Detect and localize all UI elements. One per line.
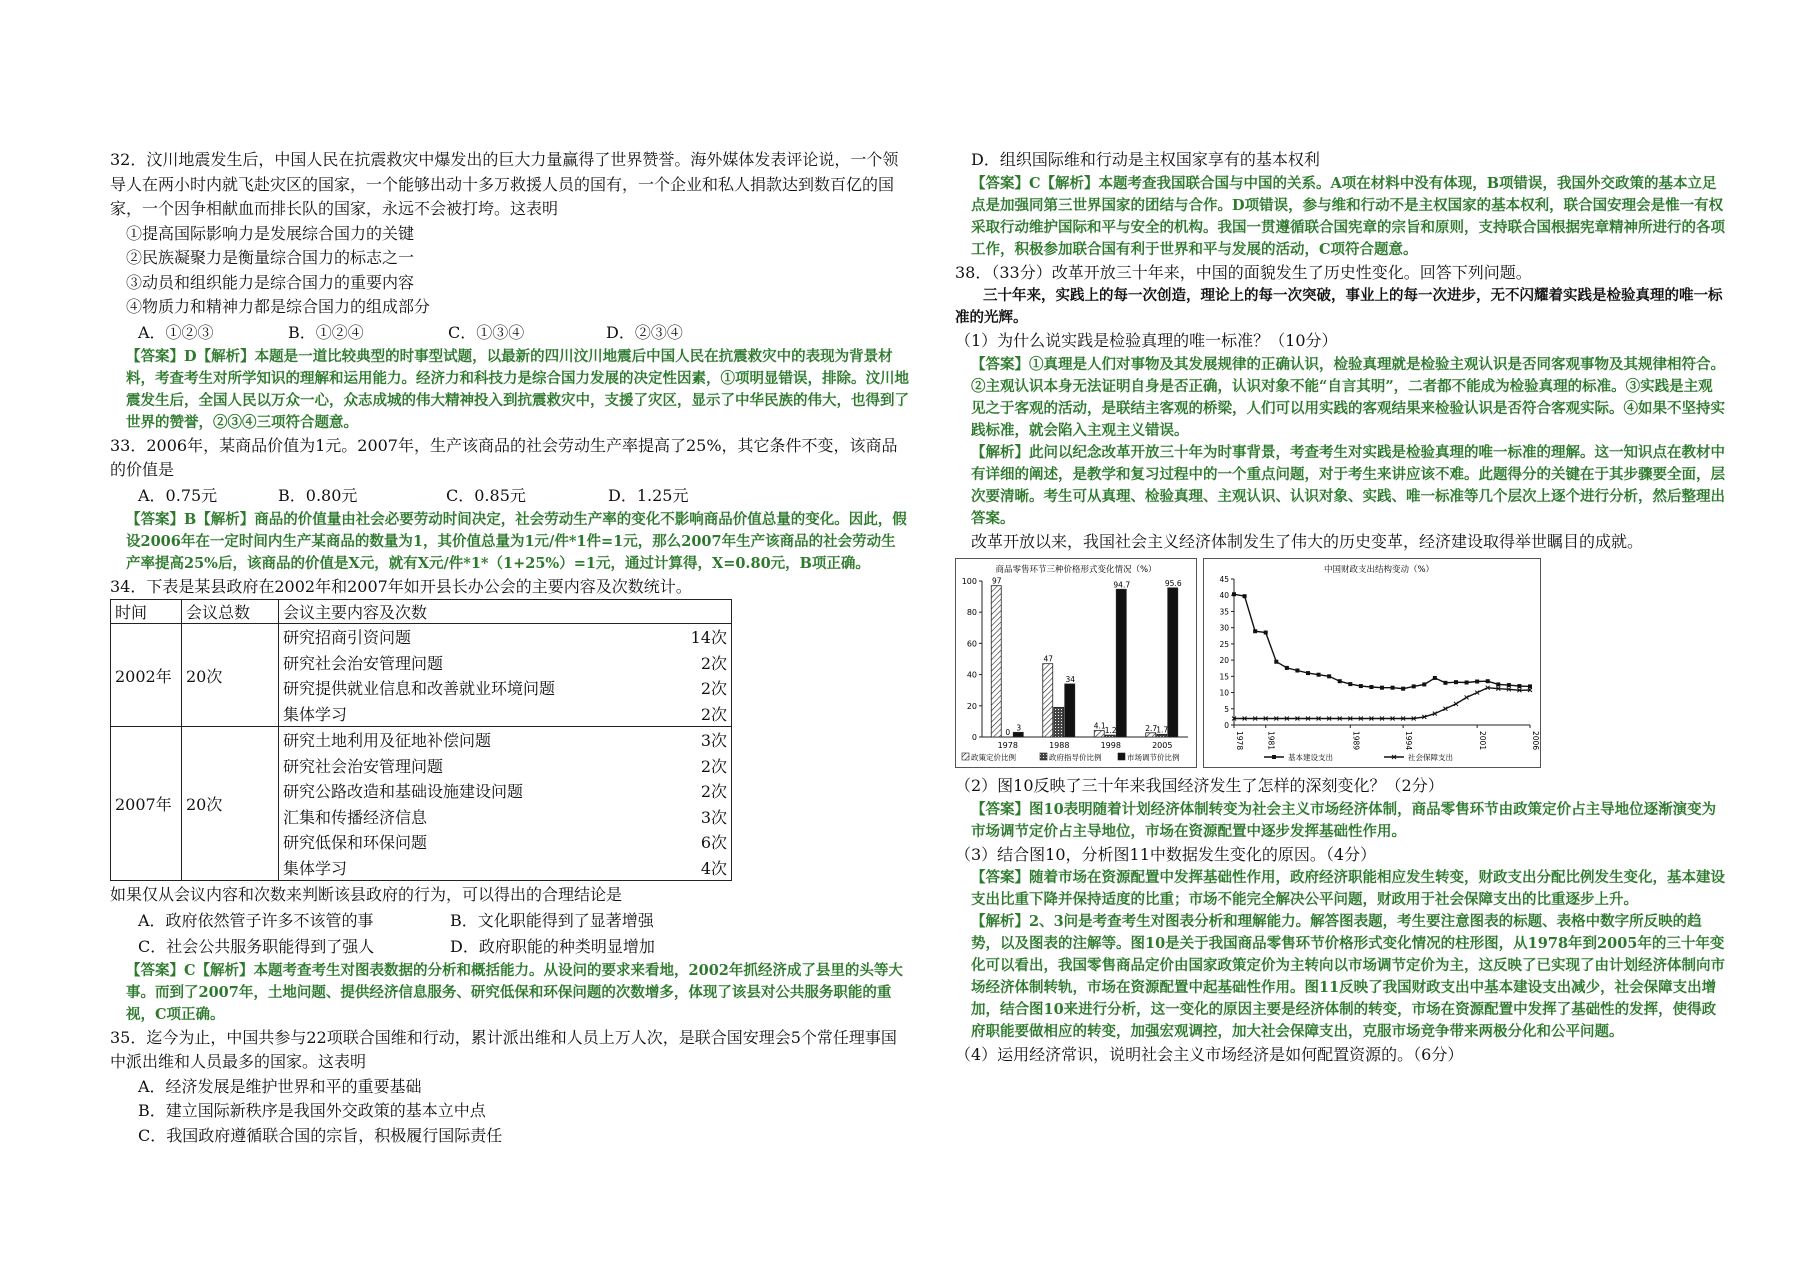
table-count: 6次 <box>700 833 727 853</box>
data-label: 3 <box>1016 723 1022 733</box>
q38-lead: 改革开放以来，我国社会主义经济体制发生了伟大的历史变革，经济建设取得举世瞩目的成就。 <box>971 531 1644 551</box>
x-tick-label: 2006 <box>1531 731 1540 751</box>
q32-option-c: C．①③④ <box>448 322 525 342</box>
q35-option-c: C．我国政府遵循联合国的宗旨，积极履行国际责任 <box>138 1125 503 1145</box>
bar-1988-2 <box>1054 707 1064 737</box>
chart-title: 中国财政支出结构变动（%） <box>1323 565 1435 575</box>
q32-item-4: ④物质力和精神力都是综合国力的组成部分 <box>126 297 431 316</box>
table-header: 时间 <box>111 600 182 624</box>
series-1-point <box>1359 684 1363 688</box>
data-label: 2.7 <box>1145 723 1158 733</box>
q34-stem: 34．下表是某县政府在2002年和2007年如开县长办公会的主要内容及次数统计。 <box>110 576 692 596</box>
table-count: 2次 <box>700 704 727 724</box>
y-tick-label: 45 <box>1219 575 1229 584</box>
y-tick-label: 35 <box>1219 607 1229 617</box>
series-line-1 <box>1234 594 1530 689</box>
q32-option-a: A．①②③ <box>138 322 214 342</box>
q34-option-b: B．文化职能得到了显著增强 <box>450 910 654 930</box>
data-label: 0 <box>1005 728 1011 737</box>
q34-answer: 【答案】C【解析】本题考查考生对图表数据的分析和概括能力。从设问的要求来看地，2002年抓经济成了县里的头等大事。而到了2007年，土地问题、提供经济信息服务、研究低保和环保问题的次数增多，体现了该县对公共服务职能的重视，C项正确。 <box>126 961 903 1023</box>
bar-1988-1 <box>1043 664 1053 737</box>
q38-quote: 三十年来，实践上的每一次创造，理论上的每一次突破，事业上的每一次进步，无不闪耀着实践是检验真理的唯一标准的光辉。 <box>955 287 1723 326</box>
series-1-point <box>1443 681 1447 685</box>
bar-1978-3 <box>1013 732 1023 737</box>
q32-answer: 【答案】D【解析】本题是一道比较典型的时事型试题，以最新的四川汶川地震后中国人民在抗震救灾中的表现为背景材料，考查考生对所学知识的理解和运用能力。经济力和科技力是综合国力发展的决定性因素，①项明显错误，排除。汶川地震发生后，全国人民以万众一心，众志成城的伟大精神投入到抗震救灾中，支援了灾区，显示了中华民族的伟大，也得到了世界的赞誉，②③④三项符合题意。 <box>126 347 909 431</box>
table-count: 3次 <box>700 731 727 751</box>
legend-label: 基本建设支出 <box>1288 753 1333 762</box>
series-1-point <box>1327 674 1331 678</box>
q38-analysis3: 【解析】2、3问是考查考生对图表分析和理解能力。解答图表题，考生要注意图表的标题、表格中数字所反映的趋势，以及图表的注解等。图10是关于我国商品零售环节价格形式变化情况的柱形图，从1978年到2005年的三十年变化可以看出，我国零售商品定价由国家政策定价为主转向以市场调节定价为主，这反映了已实现了由计划经济体制向市场经济体制转轨，市场在资源配置中起基础性作用。图11反映了我国财政支出中基本建设支出减少，社会保障支出增加，结合图10来进行分析，这一变化的原因主要是经济体制的转变，市场在资源配置中发挥了基础性的发挥，使得政府职能要做相应的转变，加强宏观调控，加大社会保障支出，克服市场竞争带来两极分化和公平问题。 <box>971 913 1725 1040</box>
series-1-point <box>1507 683 1511 687</box>
series-1-point <box>1338 679 1342 683</box>
table-topic: 研究社会治安管理问题 <box>283 756 444 776</box>
y-tick-label: 10 <box>1219 688 1229 698</box>
series-1-point <box>1295 668 1299 672</box>
table-count: 3次 <box>700 807 727 827</box>
q32-option-b: B．①②④ <box>288 322 364 342</box>
table-topic: 研究社会治安管理问题 <box>283 653 444 673</box>
table-total: 20次 <box>182 624 279 727</box>
series-1-point <box>1454 680 1458 684</box>
table-year: 2002年 <box>111 624 182 727</box>
y-tick-label: 0 <box>971 733 977 742</box>
table-topic: 研究提供就业信息和改善就业环境问题 <box>283 679 556 699</box>
table-count: 2次 <box>700 679 727 699</box>
y-tick-label: 25 <box>1219 639 1229 649</box>
table-topic: 研究招商引资问题 <box>283 628 412 648</box>
series-1-point <box>1486 679 1490 683</box>
q32-item-1: ①提高国际影响力是发展综合国力的关键 <box>126 223 415 243</box>
table-topic: 集体学习 <box>283 858 348 878</box>
table-count: 14次 <box>690 628 727 648</box>
q34-options-row2 <box>110 934 910 960</box>
table-topic: 集体学习 <box>283 704 348 724</box>
table-items <box>279 727 731 880</box>
series-1-point <box>1517 684 1521 688</box>
series-1-point <box>1253 629 1257 633</box>
series-1-point <box>1475 680 1479 684</box>
legend-swatch <box>962 753 969 760</box>
legend-label: 政府指导价比例 <box>1049 753 1102 762</box>
table-year: 2007年 <box>111 727 182 881</box>
table-total: 20次 <box>182 727 279 881</box>
bar-1998-1 <box>1094 731 1104 737</box>
series-1-point <box>1348 682 1352 686</box>
data-label: 95.6 <box>1164 578 1182 588</box>
legend-label: 社会保障支出 <box>1408 753 1453 762</box>
q35-option-b: B．建立国际新秩序是我国外交政策的基本立中点 <box>138 1101 486 1120</box>
x-tick-label: 1978 <box>997 741 1018 750</box>
table-header-row <box>111 600 732 624</box>
q34-table <box>110 599 732 881</box>
series-1-point <box>1401 687 1405 691</box>
x-tick-label: 1978 <box>1235 731 1244 751</box>
y-tick-label: 20 <box>1219 656 1229 666</box>
y-tick-label: 100 <box>961 577 977 586</box>
series-line-2 <box>1234 688 1530 719</box>
q33-answer: 【答案】B【解析】商品的价值量由社会必要劳动时间决定，社会劳动生产率的变化不影响商品价值总量的变化。因此，假设2006年在一定时间内生产某商品的数量为1，其价值总量为1元/件*1件=1元，那么2007年生产该商品的社会劳动生产率提高25%后，该商品的价值是X元，就有X元/件*1*（1+25%）=1元，通过计算得，X=0.80元，B项正确。 <box>126 510 907 572</box>
q38-sub3: （3）结合图10，分析图11中数据发生变化的原因。（4分） <box>955 844 1377 864</box>
x-tick-label: 2005 <box>1152 741 1173 750</box>
series-1-point <box>1243 594 1247 598</box>
figure-area <box>955 558 1725 768</box>
table-count: 2次 <box>700 653 727 673</box>
legend-swatch <box>1118 753 1125 760</box>
q34-options-row1 <box>110 908 910 934</box>
line-chart <box>1204 559 1540 767</box>
y-tick-label: 15 <box>1219 672 1229 682</box>
y-tick-label: 0 <box>1224 721 1229 730</box>
q35-answer: 【答案】C【解析】本题考查我国联合国与中国的关系。A项在材料中没有体现，B项错误，我国外交政策的基本立足点是加强同第三世界国家的团结与合作。D项错误，参与维和行动不是主权国家的基本权利，联合国安理会是惟一有权采取行动维护国际和平与安全的机构。我国一贯遵循联合国宪章的宗旨和原则，支持联合国根据宪章精神所进行的各项工作，积极参加联合国有利于世界和平与发展的活动，C项符合题意。 <box>971 174 1725 258</box>
bar-1998-2 <box>1105 735 1115 737</box>
series-1-point <box>1306 671 1310 675</box>
table-topic: 汇集和传播经济信息 <box>283 807 428 827</box>
legend-swatch <box>1040 753 1047 760</box>
series-1-point <box>1528 684 1532 688</box>
x-tick-label: 1988 <box>1049 741 1070 750</box>
legend-marker-1 <box>1272 755 1276 759</box>
chart-title: 商品零售环节三种价格形式变化情况（%） <box>995 565 1157 575</box>
series-1-point <box>1369 685 1373 689</box>
q34-option-c: C．社会公共服务职能得到了强人 <box>138 936 375 956</box>
q33-option-a: A．0.75元 <box>138 485 218 505</box>
chart-fiscal-structure <box>1203 558 1541 768</box>
data-label: 94.7 <box>1113 580 1131 590</box>
chart-price-forms <box>955 558 1197 768</box>
table-header: 会议主要内容及次数 <box>279 600 732 624</box>
data-label: 47 <box>1043 654 1054 664</box>
q38-answer3: 【答案】随着市场在资源配置中发挥基础性作用，政府经济职能相应发生转变，财政支出分配比例发生变化，基本建设支出比重下降并保持适度的比重；市场不能完全解决公平问题，财政用于社会保障支出的比重逐步上升。 <box>971 869 1725 908</box>
q38-stem: 38．（33分）改革开放三十年来，中国的面貌发生了历史性变化。回答下列问题。 <box>955 262 1532 282</box>
q32-item-3: ③动员和组织能力是综合国力的重要内容 <box>126 272 415 292</box>
table-row <box>111 624 732 727</box>
table-topic: 研究公路改造和基础设施建设问题 <box>283 782 524 802</box>
q34-question: 如果仅从会议内容和次数来判断该县政府的行为，可以得出的合理结论是 <box>110 885 623 904</box>
q38-answer2: 【答案】图10表明随着计划经济体制转变为社会主义市场经济体制，商品零售环节由政策定价占主导地位逐渐演变为市场调节定价占主导地位，市场在资源配置中逐步发挥基础性作用。 <box>971 800 1717 840</box>
bar-2005-1 <box>1146 733 1156 737</box>
series-1-point <box>1264 631 1268 635</box>
x-tick-label: 1981 <box>1266 731 1276 751</box>
series-1-point <box>1274 660 1278 664</box>
bar-1978-1 <box>991 586 1001 737</box>
data-label: 1.7 <box>1156 725 1169 735</box>
y-tick-label: 5 <box>1224 704 1229 714</box>
legend-label: 市场调节价比例 <box>1127 753 1180 762</box>
table-items <box>279 624 731 726</box>
series-1-point <box>1465 680 1469 684</box>
data-label: 34 <box>1065 674 1076 684</box>
q38-sub1: （1）为什么说实践是检验真理的唯一标准？（10分） <box>955 331 1338 350</box>
right-column <box>955 148 1725 1068</box>
q35-stem: 35．迄今为止，中国共参与22项联合国维和行动，累计派出维和人员上万人次，是联合国安理会5个常任理事国中派出维和人员最多的国家。这表明 <box>110 1027 897 1071</box>
table-count: 2次 <box>700 782 727 802</box>
q33-option-d: D．1.25元 <box>608 485 689 505</box>
x-tick-label: 1998 <box>1100 741 1121 750</box>
bar-1988-3 <box>1065 684 1075 737</box>
q34-option-a: A．政府依然管子许多不该管的事 <box>138 910 374 930</box>
left-column <box>110 148 910 1148</box>
table-header: 会议总数 <box>182 600 279 624</box>
series-1-point <box>1232 592 1236 596</box>
q33-option-b: B．0.80元 <box>278 485 358 505</box>
q32-stem: 32．汶川地震发生后，中国人民在抗震救灾中爆发出的巨大力量赢得了世界赞誉。海外媒体发表评论说，一个领导人在两小时内就飞赴灾区的国家，一个能够出动十多万救援人员的国有，一个企业和私人捐款达到数百亿的国家，一个因争相献血而排长队的国家，永远不会被打垮。这表明 <box>110 150 899 218</box>
q38-sub2: （2）图10反映了三十年来我国经济发生了怎样的深刻变化？（2分） <box>955 776 1444 795</box>
series-1-point <box>1317 673 1321 677</box>
q33-stem: 33．2006年，某商品价值为1元。2007年，生产该商品的社会劳动生产率提高了25%，其它条件不变，该商品的价值是 <box>110 435 898 479</box>
y-tick-label: 20 <box>966 701 977 711</box>
y-tick-label: 40 <box>1219 591 1229 601</box>
table-count: 2次 <box>700 756 727 776</box>
series-1-point <box>1285 666 1289 670</box>
data-label: 4.1 <box>1093 721 1106 731</box>
y-tick-label: 80 <box>966 608 977 618</box>
table-topic: 研究低保和环保问题 <box>283 833 428 853</box>
bar-chart <box>956 559 1196 767</box>
q32-option-d: D．②③④ <box>606 322 683 342</box>
table-count: 4次 <box>700 858 727 878</box>
series-1-point <box>1380 686 1384 690</box>
q35-option-a: A．经济发展是维护世界和平的重要基础 <box>138 1076 422 1096</box>
series-1-point <box>1433 676 1437 680</box>
q35-option-d: D．组织国际维和行动是主权国家享有的基本权利 <box>971 150 1320 169</box>
legend-label: 政策定价比例 <box>971 753 1016 762</box>
bar-1998-3 <box>1116 589 1126 737</box>
q33-options <box>110 483 910 509</box>
table-topic: 研究土地利用及征地补偿问题 <box>283 731 492 751</box>
table-row <box>111 727 732 881</box>
q33-option-c: C．0.85元 <box>446 485 526 505</box>
bar-2005-2 <box>1157 734 1167 737</box>
data-label: 1.2 <box>1104 726 1117 736</box>
series-1-point <box>1391 686 1395 690</box>
y-tick-label: 40 <box>966 670 977 680</box>
y-tick-label: 60 <box>966 639 977 649</box>
q38-answer1: 【答案】①真理是人们对事物及其发展规律的正确认识，检验真理就是检验主观认识是否同客观事物及其规律相符合。②主观认识本身无法证明自身是否正确，认识对象不能“自言其明”，二者都不能成为检验真理的标准。③实践是主观见之于客观的活动，是联结主客观的桥梁，人们可以用实践的客观结果来检验认识是否符合客观实际。④如果不坚持实践标准，就会陷入主观主义错误。 <box>971 355 1725 439</box>
q32-item-2: ②民族凝聚力是衡量综合国力的标志之一 <box>126 248 415 267</box>
x-tick-label: 2001 <box>1478 731 1488 751</box>
q32-options <box>110 320 910 346</box>
series-1-point <box>1412 684 1416 688</box>
series-1-point <box>1496 682 1500 686</box>
bar-2005-3 <box>1168 588 1178 737</box>
q34-option-d: D．政府职能的种类明显增加 <box>450 936 655 956</box>
series-1-point <box>1422 682 1426 686</box>
data-label: 97 <box>991 576 1002 586</box>
q38-sub4: （4）运用经济常识，说明社会主义市场经济是如何配置资源的。（6分） <box>955 1045 1464 1064</box>
q38-analysis1: 【解析】此问以纪念改革开放三十年为时事背景，考查考生对实践是检验真理的唯一标准的理解。这一知识点在教材中有详细的阐述，是教学和复习过程中的一个重点问题，对于考生来讲应该不难。此题得分的关键在于其步骤要全面，层次要清晰。考生可从真理、检验真理、主观认识、认识对象、实践、唯一标准等几个层次上逐个进行分析，然后整理出答案。 <box>971 443 1725 527</box>
y-tick-label: 30 <box>1219 623 1229 633</box>
x-tick-label: 1994 <box>1404 731 1414 751</box>
x-tick-label: 1989 <box>1351 731 1361 751</box>
